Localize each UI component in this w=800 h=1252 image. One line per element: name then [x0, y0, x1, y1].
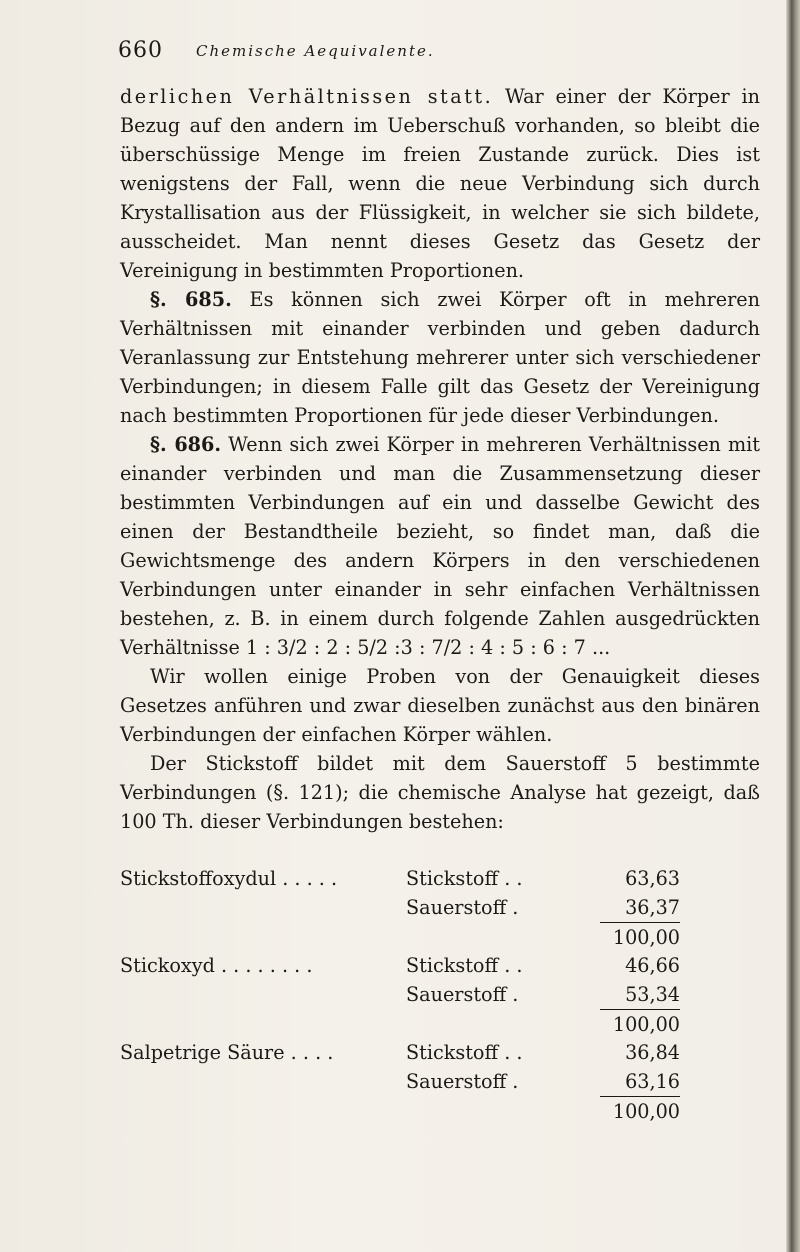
element-value: 53,34 — [625, 983, 680, 1006]
total-value: 100,00 — [600, 922, 680, 952]
section-number: §. 685. — [150, 288, 232, 311]
table-total-row — [120, 1096, 680, 1125]
paragraph-examples: Wir wollen einige Proben von der Genauigkeit dieses Gesetzes anführen und zwar dieselben zunächst aus den binären Verbindungen der einfachen Körper wählen. — [120, 665, 760, 746]
body-text — [120, 82, 760, 836]
page-edge — [786, 0, 800, 1252]
table-total-row — [120, 922, 680, 951]
element-value: 36,37 — [625, 896, 680, 919]
paragraph-text: War einer der Körper in Bezug auf den andern im Ueberschuß vorhanden, so bleibt die überschüssige Menge im freien Zustande zurück. Dies ist wenigstens der Fall, wenn die neue Verbindung sich durch Krystallisation aus der Flüssigkeit, in welcher sie sich bildete, ausscheidet. Man nennt dieses Gesetz das Gesetz der Vereinigung in bestimmten Proportionen. — [120, 85, 760, 282]
element-value: 63,16 — [625, 1070, 680, 1093]
compound-name: Salpetrige Säure . . . . — [120, 1041, 334, 1064]
paragraph-685 — [120, 285, 760, 430]
total-value: 100,00 — [600, 1009, 680, 1039]
table-row — [120, 1038, 680, 1067]
element-name: Stickstoff . . — [406, 867, 523, 890]
spaced-phrase: derlichen Verhältnissen statt. — [120, 85, 494, 108]
element-name: Sauerstoff . — [406, 1070, 519, 1093]
table-row — [120, 951, 680, 980]
table-row — [120, 980, 680, 1009]
element-value: 36,84 — [625, 1041, 680, 1064]
element-value: 63,63 — [625, 867, 680, 890]
compound-name: Stickstoffoxydul . . . . . — [120, 867, 338, 890]
running-title: Chemische Aequivalente. — [196, 42, 435, 60]
composition-table — [120, 864, 680, 1125]
element-name: Sauerstoff . — [406, 896, 519, 919]
page-header — [118, 38, 678, 66]
table-row — [120, 893, 680, 922]
paragraph-nitrogen: Der Stickstoff bildet mit dem Sauerstoff 5 bestimmte Verbindungen (§. 121); die chemische Analyse hat gezeigt, daß 100 Th. dieser Verbindungen bestehen: — [120, 752, 760, 833]
paragraph-text: Es können sich zwei Körper oft in mehreren Verhältnissen mit einander verbinden und geben dadurch Veranlassung zur Entstehung mehrerer unter sich verschiedener Verbindungen; in diesem Falle gilt das Gesetz der Vereinigung nach bestimmten Proportionen für jede dieser Verbindungen. — [120, 288, 760, 427]
page-number: 660 — [118, 38, 163, 63]
section-number: §. 686. — [150, 433, 222, 456]
compound-name: Stickoxyd . . . . . . . . — [120, 954, 313, 977]
paragraph-continuation — [120, 82, 760, 285]
total-value: 100,00 — [600, 1096, 680, 1126]
element-value: 46,66 — [625, 954, 680, 977]
element-name: Sauerstoff . — [406, 983, 519, 1006]
paragraph-686 — [120, 430, 760, 662]
element-name: Stickstoff . . — [406, 1041, 523, 1064]
table-row — [120, 864, 680, 893]
table-row — [120, 1067, 680, 1096]
element-name: Stickstoff . . — [406, 954, 523, 977]
paragraph-text: Wenn sich zwei Körper in mehreren Verhältnissen mit einander verbinden und man die Zusammensetzung dieser bestimmten Verbindungen auf ein und dasselbe Gewicht des einen der Bestandtheile bezieht, so findet man, daß die Gewichtsmenge des andern Körpers in den verschiedenen Verbindungen unter einander in sehr einfachen Verhältnissen bestehen, z. B. in einem durch folgende Zahlen ausgedrückten Verhältnisse 1 : 3/2 : 2 : 5/2 :3 : 7/2 : 4 : 5 : 6 : 7 ... — [120, 433, 760, 659]
table-total-row — [120, 1009, 680, 1038]
